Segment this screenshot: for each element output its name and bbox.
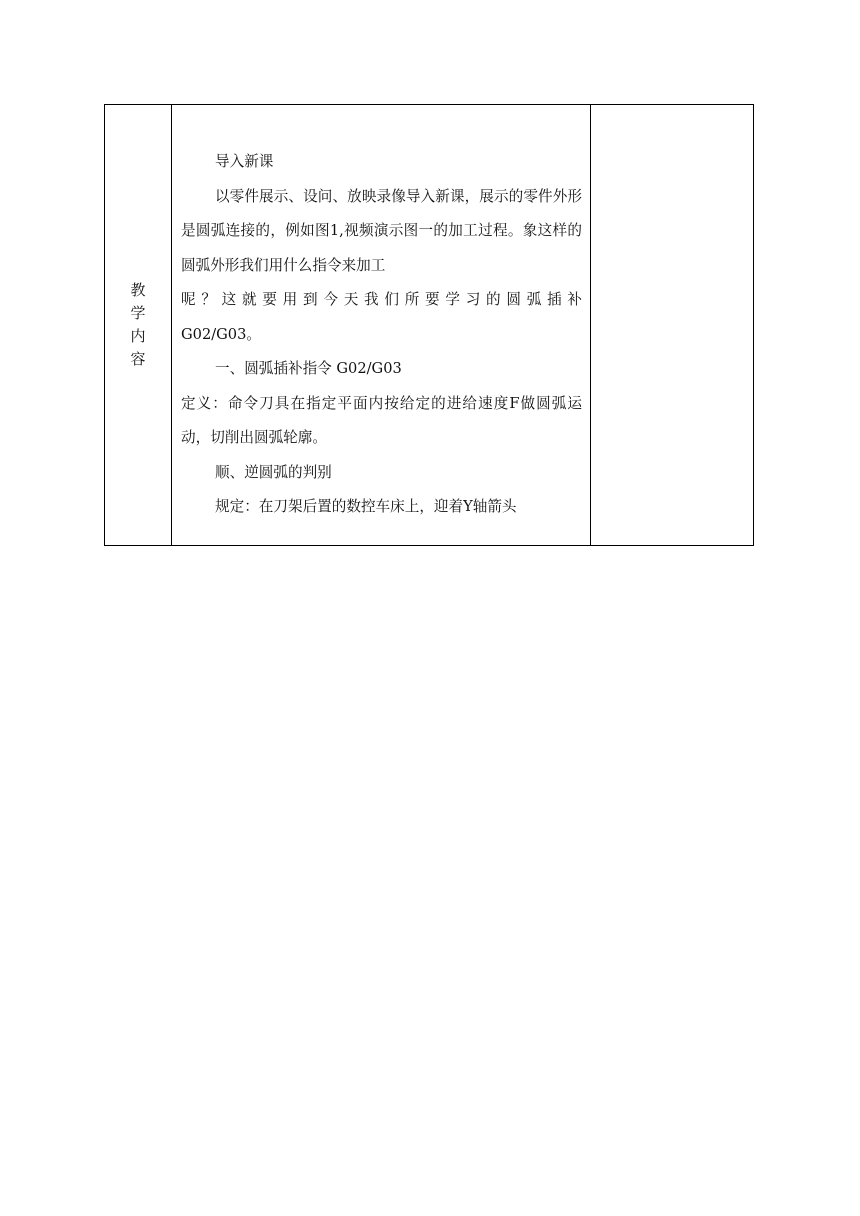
intro-paragraph-end: G02/G03。 [181,325,261,343]
notes-cell [591,105,753,545]
intro-paragraph-cont: 呢？这就要用到今天我们所要学习的圆弧插补 [181,291,582,308]
intro-paragraph: 以零件展示、设问、放映录像导入新课，展示的零件外形是圆弧连接的，例如图1,视频演示图一的加工过程。象这样的圆弧外形我们用什么指令来加工 [181,187,582,274]
rule-paragraph: 规定：在刀架后置的数控车床上，迎着Y轴箭头 [215,498,517,515]
subsection-heading-direction: 顺、逆圆弧的判别 [215,463,332,481]
row-label: 教学内容 [130,281,146,368]
section-heading-intro: 导入新课 [215,153,274,170]
content-cell [172,105,591,545]
section-heading-g02-g03: 一、圆弧插补指令 G02/G03 [215,360,402,377]
row-label-cell [105,105,172,545]
lesson-table [104,104,754,546]
definition-paragraph: 定义：命令刀具在指定平面内按给定的进给速度F做圆弧运动，切削出圆弧轮廓。 [181,394,582,446]
